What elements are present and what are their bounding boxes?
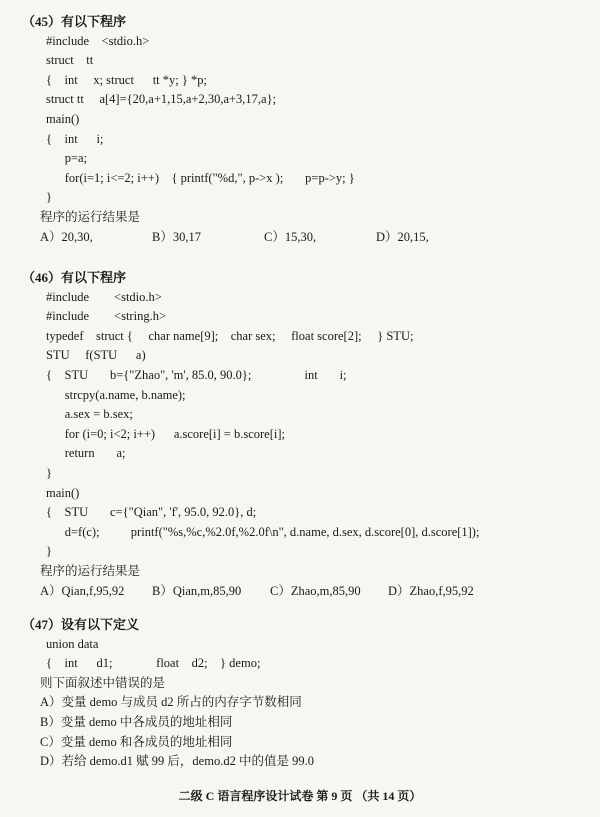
question-title: （46）有以下程序 bbox=[22, 270, 127, 285]
option-d[interactable]: D）Zhao,f,95,92 bbox=[388, 583, 474, 598]
code-line: p=a; bbox=[46, 151, 88, 166]
result-label: 程序的运行结果是 bbox=[40, 209, 141, 224]
question-title: （45）有以下程序 bbox=[22, 14, 127, 29]
code-line: strcpy(a.name, b.name); bbox=[46, 387, 186, 402]
code-line: d=f(c); printf("%s,%c,%2.0f,%2.0f\n", d.name, d.sex, d.score[0], d.score[1]); bbox=[46, 524, 480, 539]
question-title: （47）设有以下定义 bbox=[22, 617, 140, 632]
option-c[interactable]: C）Zhao,m,85,90 bbox=[270, 583, 361, 598]
code-line: { int i; bbox=[46, 131, 104, 146]
code-line: struct tt a[4]={20,a+1,15,a+2,30,a+3,17,a}; bbox=[46, 92, 277, 107]
code-line: #include <stdio.h> bbox=[46, 33, 150, 48]
code-line: return a; bbox=[46, 446, 126, 461]
option-b[interactable]: B）30,17 bbox=[152, 229, 201, 244]
code-line: } bbox=[46, 544, 52, 559]
code-line: union data bbox=[46, 636, 99, 651]
code-line: { STU b={"Zhao", 'm', 85.0, 90.0}; int i; bbox=[46, 367, 347, 382]
option-d[interactable]: D）若给 demo.d1 赋 99 后，demo.d2 中的值是 99.0 bbox=[40, 754, 314, 769]
code-line: STU f(STU a) bbox=[46, 348, 146, 363]
option-b[interactable]: B）变量 demo 中各成员的地址相同 bbox=[40, 714, 233, 729]
option-b[interactable]: B）Qian,m,85,90 bbox=[152, 583, 242, 598]
question-45 bbox=[22, 12, 582, 247]
code-line: a.sex = b.sex; bbox=[46, 407, 133, 422]
option-c[interactable]: C）15,30, bbox=[264, 229, 317, 244]
code-line: { int x; struct tt *y; } *p; bbox=[46, 72, 207, 87]
question-47 bbox=[22, 615, 582, 772]
option-a[interactable]: A）Qian,f,95,92 bbox=[40, 583, 125, 598]
page-footer: 二级 C 语言程序设计试卷 第 9 页 （共 14 页） bbox=[178, 789, 422, 803]
answer-options bbox=[22, 582, 582, 602]
code-line: } bbox=[46, 465, 52, 480]
question-prompt: 则下面叙述中错误的是 bbox=[40, 675, 166, 690]
option-a[interactable]: A）变量 demo 与成员 d2 所占的内存字节数相同 bbox=[40, 695, 302, 710]
code-line: { STU c={"Qian", 'f', 95.0, 92.0}, d; bbox=[46, 505, 257, 520]
option-c[interactable]: C）变量 demo 和各成员的地址相同 bbox=[40, 734, 233, 749]
code-line: for(i=1; i<=2; i++) { printf("%d,", p->x ); p=p->y; } bbox=[46, 170, 355, 185]
code-line: { int d1; float d2; } demo; bbox=[46, 656, 261, 671]
code-line: for (i=0; i<2; i++) a.score[i] = b.score[i]; bbox=[46, 426, 286, 441]
code-line: struct tt bbox=[46, 53, 94, 68]
code-line: } bbox=[46, 190, 52, 205]
result-label: 程序的运行结果是 bbox=[40, 563, 141, 578]
question-46 bbox=[22, 268, 582, 601]
option-d[interactable]: D）20,15, bbox=[376, 229, 429, 244]
answer-options bbox=[22, 228, 582, 248]
option-a[interactable]: A）20,30, bbox=[40, 229, 93, 244]
code-line: #include <string.h> bbox=[46, 309, 166, 324]
code-line: #include <stdio.h> bbox=[46, 289, 162, 304]
code-line: main() bbox=[46, 111, 80, 126]
code-line: typedef struct { char name[9]; char sex; float score[2]; } STU; bbox=[46, 328, 414, 343]
code-line: main() bbox=[46, 485, 80, 500]
